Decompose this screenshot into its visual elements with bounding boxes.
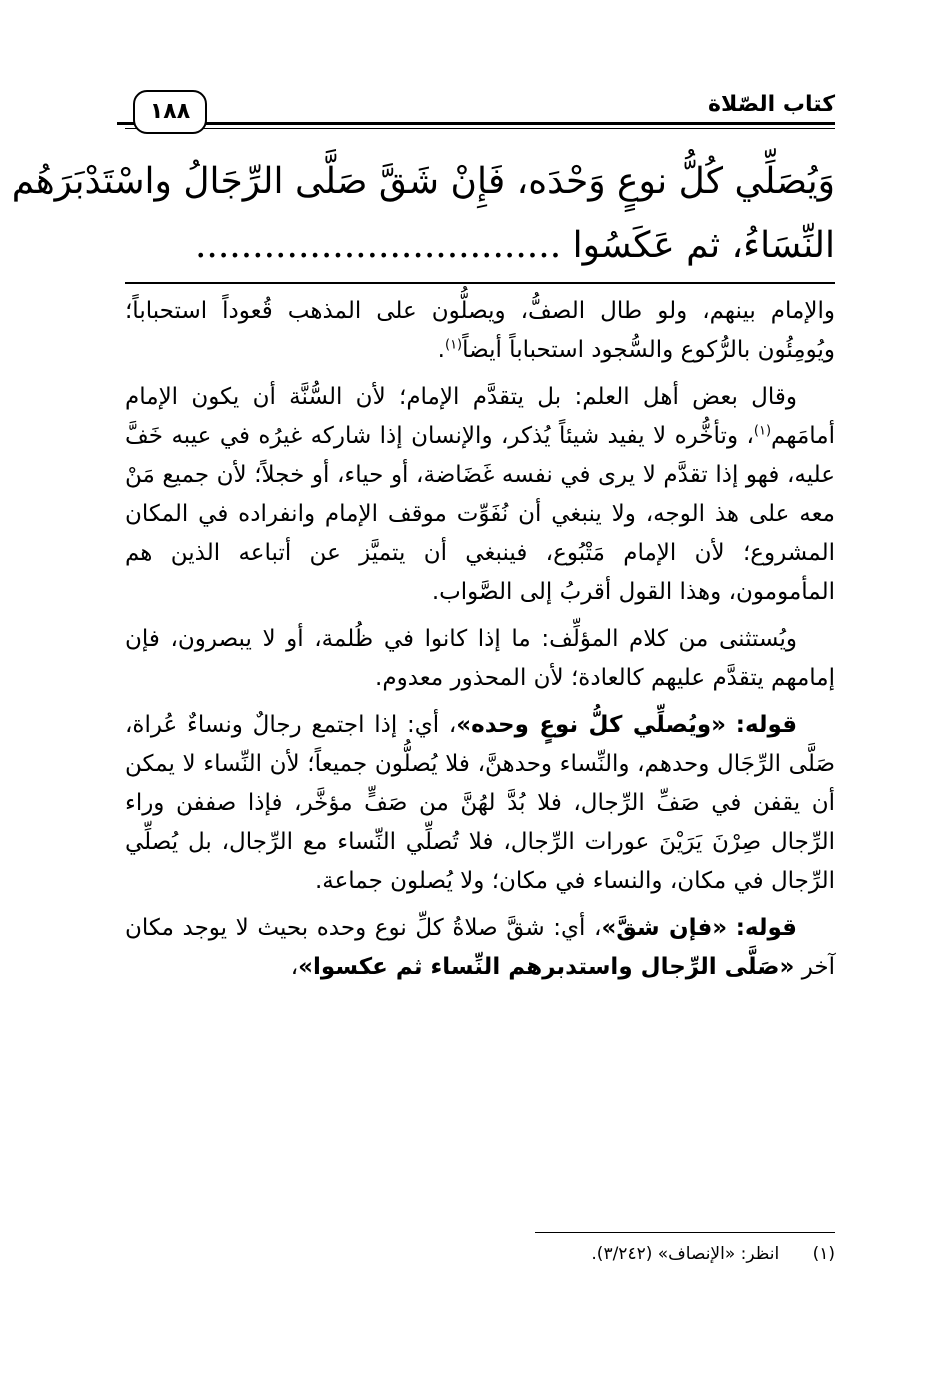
commentary-paragraph-5 (125, 909, 835, 987)
matn-line-2-text: النِّسَاءُ، ثم عَكَسُوا (572, 225, 835, 266)
header-rule-left (117, 122, 133, 125)
p5-end: ، (290, 954, 299, 980)
commentary-paragraph-4 (125, 706, 835, 901)
footnote-text: انظر: «الإنصاف» (٣/٢٤٢). (591, 1244, 780, 1264)
commentary-paragraph-3: ويُستثنى من كلام المؤلِّف: ما إذا كانوا في ظُلمة، أو لا يبصرون، فإن إمامهم يتقدَّم عليهم كالعادة؛ لأن المحذور معدوم. (125, 626, 835, 691)
header-rule (125, 122, 835, 129)
matn-text (11, 150, 835, 278)
book-title: كتاب الصّلاة (708, 92, 835, 117)
page-number: ١٨٨ (133, 90, 207, 134)
matn-line-1: وَيُصَلِّي كُلُّ نوعٍ وَحْدَه، فَإِنْ شَقَّ صَلَّى الرِّجَالُ واسْتَدْبَرَهُم (11, 161, 835, 202)
footnote-number: (١) (812, 1244, 835, 1264)
p5-quote: «فإن شقَّ» (601, 915, 728, 941)
footnote (125, 1240, 835, 1268)
p1-text: والإمام بينهم، ولو طال الصفُّ، ويصلُّون على المذهب قُعوداً استحباباً؛ ويُومِئُون بالرُّكوع والسُّجود استحباباً أيضاً (125, 298, 835, 363)
p4-rest: ، أي: إذا اجتمع رجالٌ ونساءٌ عُراة، صَلَّى الرِّجَال وحدهم، والنِّساء وحدهنَّ، فلا يُصلُّون جميعاً؛ لأن النِّساء لا يمكن أن يقفن في صَفِّ الرِّجال، فلا بُدَّ لهُنَّ من صَفٍّ مؤخَّر، فإذا صففن وراء الرِّجال صِرْنَ يَرَيْنَ عورات الرِّجال، فلا تُصلِّي النِّساء مع الرِّجال، بل يُصلِّي الرِّجال في مكان، والنساء في مكان؛ ولا يُصلون جماعة. (125, 712, 835, 894)
p1-end: . (437, 337, 445, 363)
p4-quote: «ويُصلِّي كلُّ نوعٍ وحده» (456, 712, 726, 738)
footnote-ref-1[interactable]: (١) (444, 337, 463, 353)
p2-text-a: وقال بعض أهل العلم: بل يتقدَّم الإمام؛ لأن السُّنَّة أن يكون الإمام أمامَهم (125, 384, 835, 449)
footnote-divider (535, 1232, 835, 1233)
p5-label: قوله: (735, 915, 797, 941)
page-header (125, 88, 835, 138)
matn-dots: ................................ (194, 225, 562, 266)
commentary-paragraph-2 (125, 378, 835, 612)
p4-label: قوله: (735, 712, 798, 738)
commentary (125, 292, 835, 995)
footnote-ref-2[interactable]: (١) (753, 423, 772, 439)
p2-text-b: ، وتأخُّره لا يفيد شيئاً يُذكر، والإنسان إذا شاركه غيرُه في عيبه خَفَّ عليه، فهو إذا تقدَّم لا يرى في نفسه غَضَاضة، أو حياء، أو خجلاً؛ لأن جميع مَنْ معه على هذ الوجه، ولا ينبغي أن نُفَوِّت موقف الإمام وانفراده في المكان المشروع؛ لأن الإمام مَتْبُوع، فينبغي أن يتميَّز عن أتباعه الذين هم المأمومون، وهذا القول أقربُ إلى الصَّواب. (125, 423, 835, 605)
matn-divider (125, 282, 835, 284)
commentary-paragraph-1 (125, 292, 835, 370)
p5-mid: ، أي: شقَّ صلاةُ كلِّ نوع وحده بحيث لا يوجد مكان آخر (125, 915, 835, 980)
matn-line-2 (125, 214, 835, 278)
p5-quote-2: «صَلَّى الرِّجال واستدبرهم النِّساء ثم عكسوا» (298, 954, 795, 980)
